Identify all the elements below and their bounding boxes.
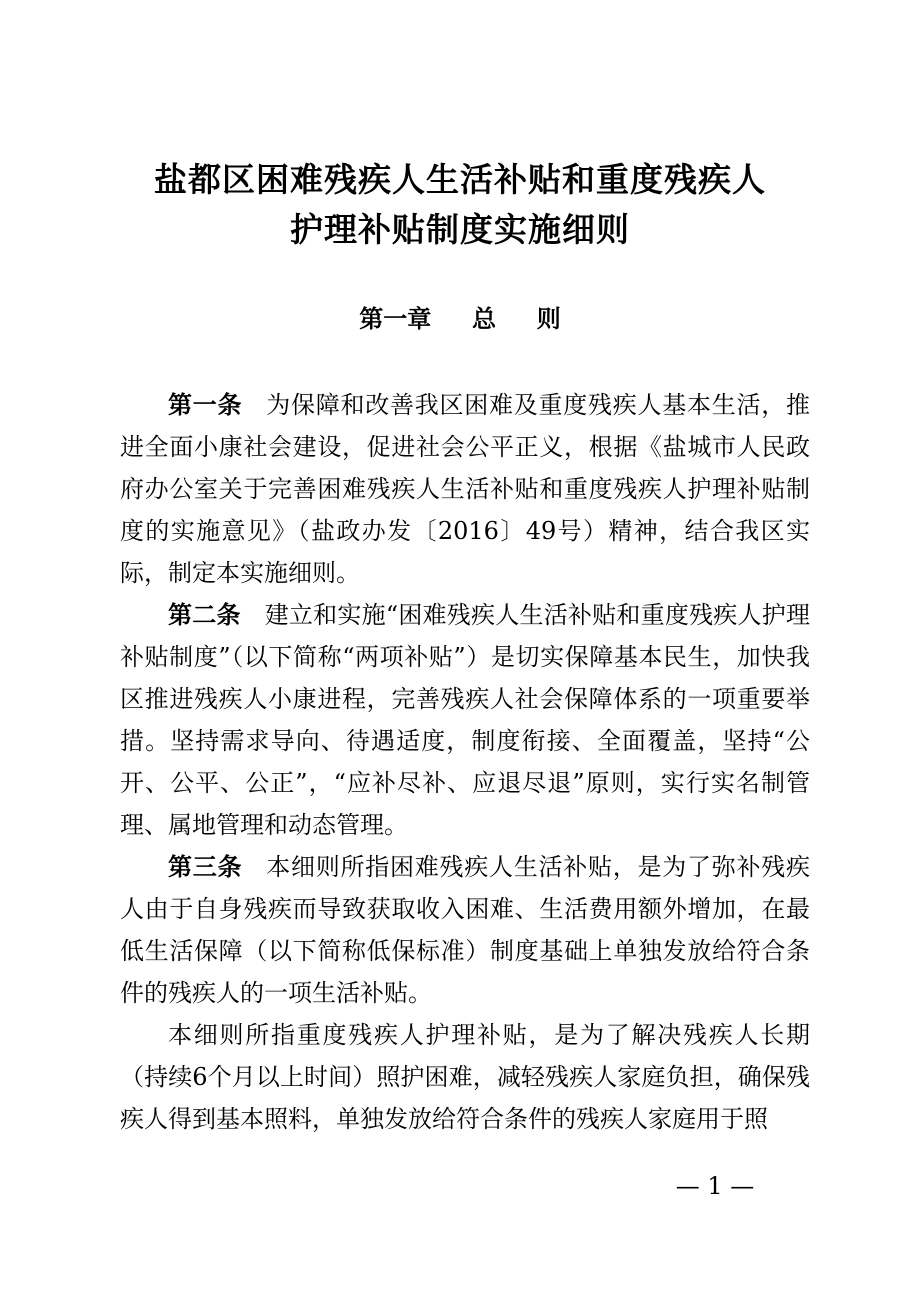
paragraph-text: 建立和实施“困难残疾人生活补贴和重度残疾人护理补贴制度”（以下简称“两项补贴”）是切实保障基本民生，加快我区推进残疾人小康进程，完善残疾人社会保障体系的一项重要举措。坚持需求导向、待遇适度，制度衔接、全面覆盖，坚持“公开、公平、公正”，“应补尽补、应退尽退”原则，实行实名制管理、属地管理和动态管理。 bbox=[120, 601, 810, 839]
paragraph-text: 本细则所指重度残疾人护理补贴，是为了解决残疾人长期（持续6个月以上时间）照护困难，减轻残疾人家庭负担，确保残疾人得到基本照料，单独发放给符合条件的残疾人家庭用于照 bbox=[120, 1021, 810, 1133]
chapter-name-part-1: 总 bbox=[472, 305, 496, 333]
paragraph-article-3-continued bbox=[120, 1014, 810, 1140]
paragraph-text: 本细则所指困难残疾人生活补贴，是为了弥补残疾人由于自身残疾而导致获取收入困难、生活费用额外增加，在最低生活保障（以下简称低保标准）制度基础上单独发放给符合条件的残疾人的一项生活补贴。 bbox=[120, 853, 810, 1007]
document-title-line-1: 盐都区困难残疾人生活补贴和重度残疾人 bbox=[154, 160, 766, 199]
chapter-name-part-2: 则 bbox=[536, 305, 561, 333]
document-body bbox=[120, 384, 810, 1140]
document-title-line-2: 护理补贴制度实施细则 bbox=[290, 210, 630, 249]
paragraph-article-3 bbox=[120, 846, 810, 1014]
paragraph-article-1 bbox=[120, 384, 810, 594]
article-label: 第二条 bbox=[168, 601, 241, 629]
paragraph-text: 为保障和改善我区困难及重度残疾人基本生活，推进全面小康社会建设，促进社会公平正义，根据《盐城市人民政府办公室关于完善困难残疾人生活补贴和重度残疾人护理补贴制度的实施意见》（盐政办发〔2016〕49号）精神，结合我区实际，制定本实施细则。 bbox=[120, 391, 810, 587]
chapter-label: 第一章 bbox=[359, 305, 432, 333]
paragraph-article-2 bbox=[120, 594, 810, 846]
chapter-heading bbox=[0, 303, 920, 335]
article-label: 第三条 bbox=[168, 853, 243, 881]
article-label: 第一条 bbox=[168, 391, 243, 419]
page-number: — 1 — bbox=[675, 1172, 755, 1200]
